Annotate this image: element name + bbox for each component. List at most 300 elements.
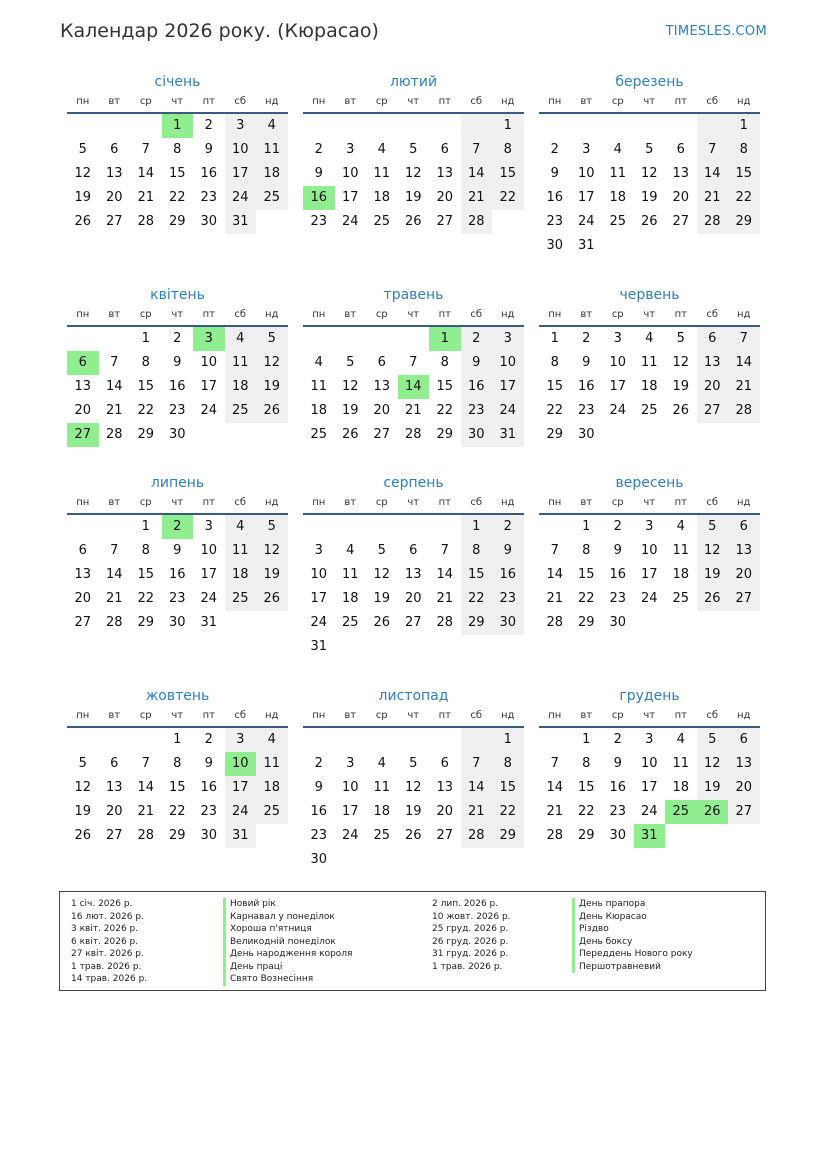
day-cell: 9 (314, 780, 323, 795)
day-grid (67, 728, 288, 848)
month-5 (303, 285, 524, 447)
day-grid (539, 114, 760, 258)
day-cell: 4 (676, 732, 685, 747)
day-cell: 14 (728, 351, 760, 375)
legend-holiday-name: День боксу (572, 936, 693, 949)
day-cell: 31 (310, 639, 328, 654)
legend-holiday-name: Першотравневий (572, 961, 693, 974)
day-cell: 18 (341, 591, 359, 606)
day-cell: 26 (373, 615, 391, 630)
weekday-label: нд (265, 710, 279, 721)
day-cell: 12 (74, 166, 92, 181)
month-name: червень (619, 287, 680, 303)
day-cell: 27 (728, 587, 760, 611)
day-cell: 28 (697, 210, 729, 234)
day-cell: 18 (373, 804, 391, 819)
month-6 (539, 285, 760, 447)
weekday-label: ср (139, 710, 152, 721)
weekday-label: ср (611, 96, 624, 107)
legend-date: 1 трав. 2026 р. (432, 961, 503, 972)
empty-cell (67, 728, 99, 752)
empty-cell (99, 327, 131, 351)
day-cell: 11 (373, 166, 391, 181)
day-cell: 1 (173, 732, 182, 747)
day-cell: 24 (640, 591, 658, 606)
day-cell: 30 (609, 615, 627, 630)
weekday-label: сб (234, 309, 247, 320)
day-cell: 17 (225, 162, 257, 186)
day-cell: 15 (137, 567, 155, 582)
weekday-label: пн (76, 96, 90, 107)
day-cell: 13 (728, 539, 760, 563)
day-cell: 4 (256, 114, 288, 138)
weekday-label: пн (312, 309, 326, 320)
month-3 (539, 72, 760, 258)
day-cell: 18 (609, 190, 627, 205)
weekday-header (67, 307, 288, 323)
weekday-label: нд (737, 710, 751, 721)
weekday-header (539, 708, 760, 724)
day-cell: 24 (310, 615, 328, 630)
day-cell: 11 (640, 355, 658, 370)
holiday-legend (59, 891, 766, 991)
weekday-label: вт (344, 497, 357, 508)
weekday-label: пт (674, 497, 687, 508)
day-cell: 24 (640, 804, 658, 819)
day-cell: 17 (492, 375, 524, 399)
day-cell: 19 (256, 563, 288, 587)
day-cell: 19 (697, 563, 729, 587)
day-cell: 17 (310, 591, 328, 606)
day-cell: 26 (74, 214, 92, 229)
day-cell: 20 (436, 190, 454, 205)
weekday-label: ср (139, 96, 152, 107)
day-cell: 7 (141, 142, 150, 157)
day-cell: 18 (256, 776, 288, 800)
day-cell: 18 (256, 162, 288, 186)
day-cell: 24 (225, 800, 257, 824)
day-cell: 16 (609, 780, 627, 795)
weekday-label: вт (108, 710, 121, 721)
weekday-label: вт (344, 309, 357, 320)
day-cell: 10 (200, 543, 218, 558)
month-4 (67, 285, 288, 447)
weekday-label: пт (674, 96, 687, 107)
day-cell: 9 (204, 142, 213, 157)
weekday-header (539, 495, 760, 511)
empty-cell (461, 114, 493, 138)
day-cell: 5 (256, 327, 288, 351)
day-cell: 8 (461, 539, 493, 563)
day-cell: 29 (168, 828, 186, 843)
day-cell: 3 (225, 728, 257, 752)
empty-cell (366, 327, 398, 351)
legend-holiday-name: Великодній понеділок (223, 936, 352, 949)
day-cell: 8 (550, 355, 559, 370)
day-cell: 28 (461, 824, 493, 848)
day-cell: 22 (492, 186, 524, 210)
day-cell: 20 (74, 403, 92, 418)
day-cell: 11 (225, 539, 257, 563)
legend-holiday-name: День Кюрасао (572, 911, 693, 924)
weekday-label: сб (470, 497, 483, 508)
day-cell: 6 (440, 756, 449, 771)
month-9 (539, 473, 760, 635)
day-cell: 14 (105, 567, 123, 582)
day-cell: 24 (341, 828, 359, 843)
legend-holiday-name: Різдво (572, 923, 693, 936)
day-cell: 21 (546, 591, 564, 606)
day-cell: 28 (461, 210, 493, 234)
day-cell: 28 (404, 427, 422, 442)
day-cell: 4 (676, 519, 685, 534)
day-cell: 20 (404, 591, 422, 606)
legend-date: 26 груд. 2026 р. (432, 936, 509, 947)
day-cell: 8 (728, 138, 760, 162)
day-grid (303, 114, 524, 234)
day-cell: 31 (492, 423, 524, 447)
empty-cell (398, 515, 430, 539)
day-grid (539, 515, 760, 635)
weekday-header (67, 708, 288, 724)
month-11 (303, 686, 524, 872)
weekday-label: пт (438, 96, 451, 107)
day-cell: 22 (168, 190, 186, 205)
day-cell: 31 (200, 615, 218, 630)
weekday-label: вт (580, 497, 593, 508)
day-cell: 8 (173, 142, 182, 157)
day-cell: 25 (672, 591, 690, 606)
weekday-label: пн (76, 710, 90, 721)
day-cell: 4 (314, 355, 323, 370)
day-cell: 3 (492, 327, 524, 351)
weekday-label: сб (234, 96, 247, 107)
day-cell: 27 (672, 214, 690, 229)
weekday-label: сб (234, 710, 247, 721)
day-cell: 20 (697, 375, 729, 399)
site-link[interactable]: TIMESLES.COM (665, 24, 767, 39)
day-cell: 20 (728, 776, 760, 800)
day-cell: 28 (137, 828, 155, 843)
legend-holiday-name: Хороша п'ятниця (223, 923, 352, 936)
day-cell: 28 (728, 399, 760, 423)
legend-names-col-1 (223, 898, 352, 986)
weekday-label: пн (312, 96, 326, 107)
empty-cell (335, 327, 367, 351)
weekday-label: пн (76, 309, 90, 320)
day-cell: 30 (577, 427, 595, 442)
day-cell: 14 (461, 162, 493, 186)
day-cell: 20 (373, 403, 391, 418)
legend-holiday-name: Новий рік (223, 898, 352, 911)
weekday-label: ср (375, 96, 388, 107)
day-cell: 5 (256, 515, 288, 539)
day-cell: 8 (173, 756, 182, 771)
day-cell: 25 (225, 399, 257, 423)
weekday-label: нд (501, 710, 515, 721)
day-cell: 3 (314, 543, 323, 558)
day-cell: 19 (640, 190, 658, 205)
day-cell: 3 (645, 519, 654, 534)
day-cell: 10 (640, 543, 658, 558)
weekday-label: сб (706, 497, 719, 508)
weekday-label: ср (375, 497, 388, 508)
day-cell: 17 (200, 379, 218, 394)
weekday-label: вт (108, 497, 121, 508)
day-cell: 21 (728, 375, 760, 399)
weekday-label: вт (580, 710, 593, 721)
day-cell: 15 (577, 780, 595, 795)
weekday-label: нд (737, 96, 751, 107)
day-cell: 23 (609, 591, 627, 606)
day-cell: 19 (341, 403, 359, 418)
month-10 (67, 686, 288, 848)
empty-cell (67, 327, 99, 351)
day-cell: 8 (492, 138, 524, 162)
legend-dates-col-2 (432, 898, 511, 973)
day-cell: 23 (168, 403, 186, 418)
day-cell: 8 (440, 355, 449, 370)
day-cell: 7 (409, 355, 418, 370)
day-cell: 31 (577, 238, 595, 253)
day-cell: 18 (373, 190, 391, 205)
legend-date: 1 трав. 2026 р. (71, 961, 142, 972)
day-cell: 2 (461, 327, 493, 351)
day-cell: 21 (105, 403, 123, 418)
month-8 (303, 473, 524, 659)
day-cell: 19 (74, 804, 92, 819)
legend-dates-col-1 (71, 898, 147, 986)
day-cell: 23 (546, 214, 564, 229)
day-cell: 12 (404, 166, 422, 181)
day-cell: 20 (105, 190, 123, 205)
day-cell: 12 (74, 780, 92, 795)
day-cell: 18 (640, 379, 658, 394)
day-cell: 30 (310, 852, 328, 867)
day-cell: 25 (373, 828, 391, 843)
day-cell: 24 (200, 403, 218, 418)
day-cell: 9 (314, 166, 323, 181)
empty-cell (539, 728, 571, 752)
weekday-label: сб (706, 96, 719, 107)
day-cell: 20 (672, 190, 690, 205)
day-cell: 24 (225, 186, 257, 210)
weekday-header (67, 94, 288, 110)
day-cell: 16 (461, 375, 493, 399)
day-cell: 11 (609, 166, 627, 181)
day-cell: 5 (676, 331, 685, 346)
weekday-label: чт (171, 710, 184, 721)
empty-cell (429, 728, 461, 752)
empty-cell (398, 327, 430, 351)
empty-cell (67, 515, 99, 539)
day-cell: 17 (640, 567, 658, 582)
month-12 (539, 686, 760, 848)
day-cell: 10 (640, 756, 658, 771)
empty-cell (429, 515, 461, 539)
day-cell: 2 (204, 118, 213, 133)
day-cell: 17 (225, 776, 257, 800)
day-cell: 16 (168, 379, 186, 394)
day-cell: 9 (461, 351, 493, 375)
day-cell: 4 (377, 756, 386, 771)
weekday-label: нд (501, 96, 515, 107)
day-cell: 26 (697, 587, 729, 611)
day-cell: 3 (613, 331, 622, 346)
day-cell: 30 (200, 214, 218, 229)
day-cell: 7 (550, 756, 559, 771)
day-cell: 29 (436, 427, 454, 442)
holiday-day-cell: 14 (398, 375, 430, 399)
day-cell: 2 (314, 142, 323, 157)
day-cell: 7 (461, 752, 493, 776)
empty-cell (67, 114, 99, 138)
day-cell: 3 (582, 142, 591, 157)
weekday-label: чт (643, 96, 656, 107)
day-cell: 27 (404, 615, 422, 630)
day-cell: 19 (256, 375, 288, 399)
day-cell: 25 (256, 800, 288, 824)
day-cell: 19 (404, 804, 422, 819)
weekday-label: ср (375, 309, 388, 320)
day-cell: 22 (577, 591, 595, 606)
day-cell: 21 (546, 804, 564, 819)
empty-cell (602, 114, 634, 138)
empty-cell (303, 114, 335, 138)
day-cell: 17 (341, 190, 359, 205)
day-cell: 1 (461, 515, 493, 539)
day-cell: 21 (105, 591, 123, 606)
weekday-label: пн (548, 497, 562, 508)
day-cell: 22 (461, 587, 493, 611)
day-cell: 13 (672, 166, 690, 181)
day-cell: 1 (141, 331, 150, 346)
empty-cell (461, 728, 493, 752)
holiday-day-cell: 10 (225, 752, 257, 776)
weekday-label: нд (737, 309, 751, 320)
day-cell: 24 (341, 214, 359, 229)
weekday-label: пт (438, 710, 451, 721)
day-cell: 24 (609, 403, 627, 418)
day-cell: 2 (582, 331, 591, 346)
holiday-day-cell: 27 (67, 423, 99, 447)
day-cell: 28 (105, 615, 123, 630)
day-cell: 2 (492, 515, 524, 539)
weekday-label: сб (706, 710, 719, 721)
day-cell: 7 (440, 543, 449, 558)
day-cell: 16 (310, 804, 328, 819)
empty-cell (539, 114, 571, 138)
day-cell: 15 (728, 162, 760, 186)
day-cell: 12 (256, 539, 288, 563)
day-cell: 7 (728, 327, 760, 351)
day-cell: 16 (200, 166, 218, 181)
day-cell: 9 (582, 355, 591, 370)
weekday-label: чт (643, 710, 656, 721)
day-cell: 6 (110, 142, 119, 157)
day-cell: 13 (728, 752, 760, 776)
day-cell: 30 (546, 238, 564, 253)
day-cell: 27 (105, 828, 123, 843)
day-cell: 5 (346, 355, 355, 370)
day-cell: 6 (676, 142, 685, 157)
day-cell: 29 (492, 824, 524, 848)
month-name: серпень (383, 475, 444, 491)
day-cell: 21 (461, 186, 493, 210)
month-name: листопад (378, 688, 449, 704)
day-cell: 1 (492, 728, 524, 752)
day-cell: 10 (310, 567, 328, 582)
empty-cell (335, 515, 367, 539)
weekday-label: сб (470, 309, 483, 320)
day-cell: 27 (373, 427, 391, 442)
holiday-day-cell: 6 (67, 351, 99, 375)
day-cell: 13 (74, 379, 92, 394)
day-cell: 7 (550, 543, 559, 558)
weekday-header (303, 495, 524, 511)
day-cell: 4 (256, 728, 288, 752)
day-grid (539, 728, 760, 848)
legend-holiday-name: Карнавал у понеділок (223, 911, 352, 924)
legend-date: 25 груд. 2026 р. (432, 924, 509, 934)
weekday-label: чт (171, 309, 184, 320)
day-cell: 27 (436, 214, 454, 229)
weekday-label: чт (171, 497, 184, 508)
day-cell: 28 (436, 615, 454, 630)
day-cell: 15 (168, 166, 186, 181)
weekday-label: пт (674, 710, 687, 721)
day-cell: 21 (461, 800, 493, 824)
day-cell: 3 (645, 732, 654, 747)
day-grid (303, 728, 524, 872)
empty-cell (366, 114, 398, 138)
day-cell: 26 (404, 828, 422, 843)
day-cell: 8 (492, 752, 524, 776)
day-cell: 6 (78, 543, 87, 558)
empty-cell (99, 515, 131, 539)
day-cell: 22 (137, 591, 155, 606)
day-cell: 14 (137, 166, 155, 181)
holiday-day-cell: 1 (429, 327, 461, 351)
day-cell: 19 (697, 776, 729, 800)
weekday-label: чт (407, 96, 420, 107)
weekday-label: чт (407, 710, 420, 721)
day-cell: 5 (78, 756, 87, 771)
day-cell: 14 (546, 780, 564, 795)
day-cell: 26 (74, 828, 92, 843)
legend-date: 27 квіт. 2026 р. (71, 949, 144, 959)
day-cell: 9 (613, 756, 622, 771)
day-cell: 9 (613, 543, 622, 558)
day-cell: 10 (341, 780, 359, 795)
month-1 (67, 72, 288, 234)
month-name: квітень (150, 287, 205, 303)
day-cell: 30 (609, 828, 627, 843)
day-cell: 14 (546, 567, 564, 582)
weekday-label: ср (375, 710, 388, 721)
day-cell: 11 (341, 567, 359, 582)
day-cell: 5 (409, 756, 418, 771)
day-cell: 29 (546, 427, 564, 442)
day-cell: 4 (225, 515, 257, 539)
weekday-label: пн (312, 710, 326, 721)
weekday-label: вт (344, 710, 357, 721)
empty-cell (697, 114, 729, 138)
day-cell: 10 (577, 166, 595, 181)
day-cell: 23 (609, 804, 627, 819)
day-cell: 27 (697, 399, 729, 423)
day-cell: 7 (461, 138, 493, 162)
